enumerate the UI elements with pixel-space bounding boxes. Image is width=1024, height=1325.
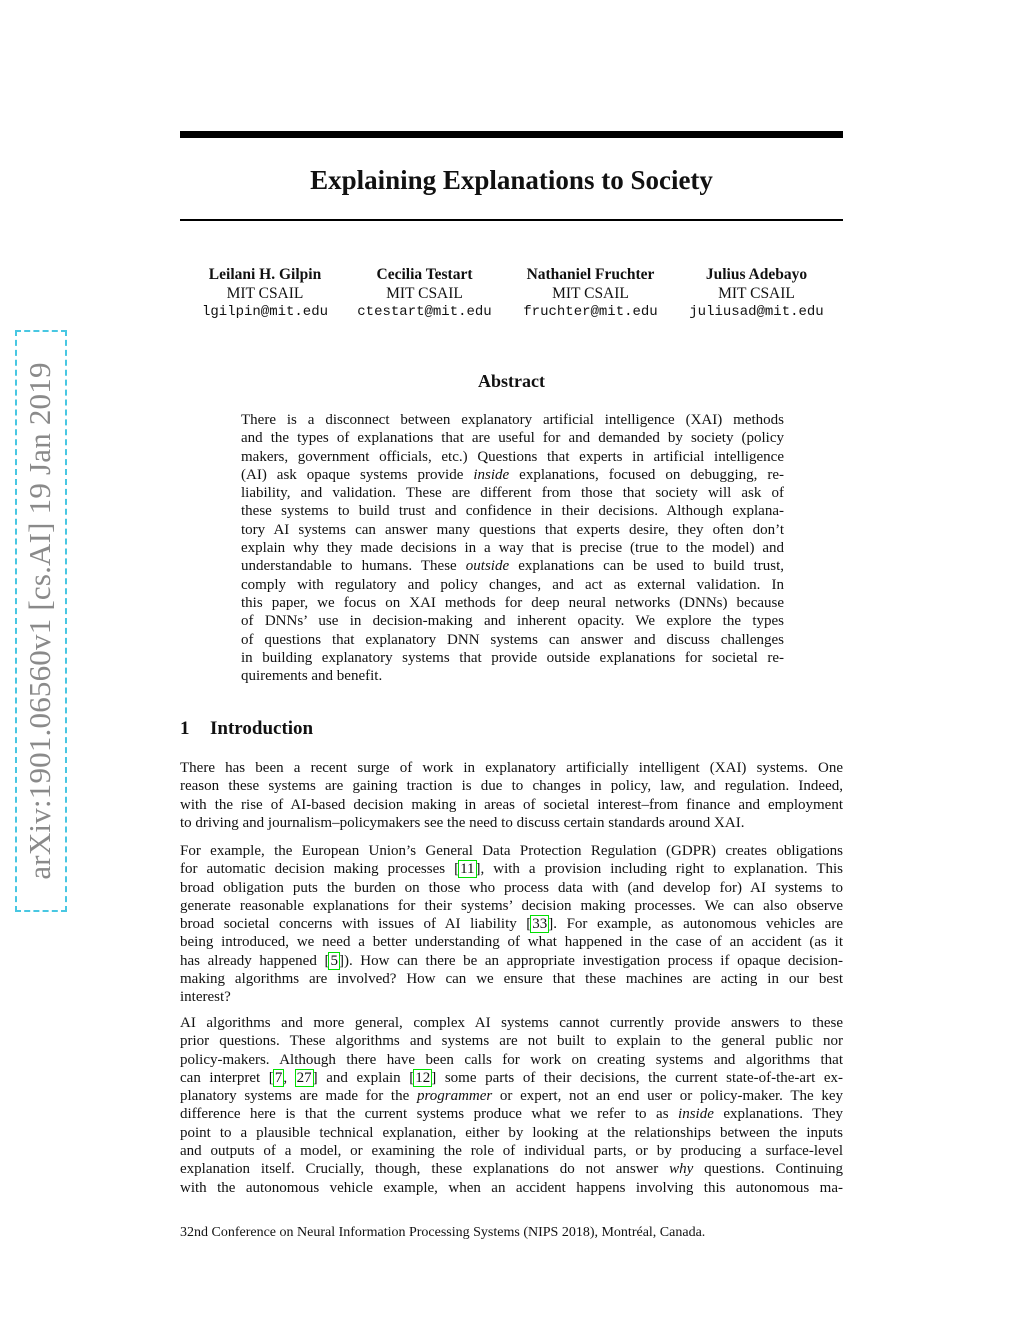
- abstract-line: of questions that explanatory DNN systems can answer and discuss challenges: [241, 631, 784, 648]
- body-line: AI algorithms and more general, complex AI systems cannot currently provide answers to these: [180, 1015, 843, 1031]
- emphasis-inside: inside: [678, 1106, 714, 1123]
- abstract-heading: Abstract: [478, 371, 545, 391]
- body-line: has already happened [5]). How can there be an appropriate investigation process if opaque decision-: [180, 952, 843, 969]
- author-block: [180, 266, 843, 326]
- title-rule-bottom: [180, 219, 843, 221]
- abstract-line: explain why they made decisions in a way that is precise (true to the model) and: [241, 540, 784, 557]
- body-line: making algorithms are involved? How can we ensure that these machines are acting in our best: [180, 971, 843, 988]
- emphasis-why: why: [669, 1161, 694, 1178]
- citation-link[interactable]: 12: [415, 1069, 431, 1086]
- body-line: prior questions. These algorithms and systems are not built to explain to the general public nor: [180, 1033, 843, 1050]
- section-number: 1: [180, 718, 190, 739]
- abstract-line: and the types of explanations that are useful for and demanded by society (policy: [241, 430, 784, 447]
- author-email: ctestart@mit.edu: [357, 304, 492, 320]
- author-email: lgilpin@mit.edu: [201, 304, 329, 320]
- author-affiliation: MIT CSAIL: [718, 284, 795, 302]
- author-email: juliusad@mit.edu: [689, 304, 824, 320]
- intro-paragraph-3: [180, 1014, 843, 1197]
- author-4: [680, 266, 833, 322]
- intro-paragraph-2: [180, 842, 843, 1007]
- section-heading-introduction: [180, 716, 313, 742]
- abstract-line: this paper, we focus on XAI methods for deep neural networks (DNNs) because: [241, 594, 784, 611]
- citation-link[interactable]: 7: [274, 1069, 283, 1086]
- abstract-line: of DNNs’ use in decision-making and inherent opacity. We explore the types: [241, 613, 784, 630]
- body-line: difference here is that the current systems produce what we refer to as inside explanations. They: [180, 1106, 844, 1123]
- abstract-line: (AI) ask opaque systems provide inside explanations, focused on debugging, re-: [241, 466, 784, 483]
- body-line: point to a plausible technical explanation, either by looking at the relationships between the inputs: [180, 1124, 843, 1141]
- citation-link[interactable]: 11: [460, 861, 475, 878]
- author-affiliation: MIT CSAIL: [386, 284, 463, 302]
- abstract-body: [241, 411, 784, 685]
- body-line: There has been a recent surge of work in explanatory artificially intelligent (XAI) systems. One: [180, 760, 843, 776]
- abstract-line: liability, and validation. These are different from those that society will ask of: [241, 485, 784, 502]
- abstract-line: There is a disconnect between explanatory artificial intelligence (XAI) methods: [241, 412, 784, 428]
- author-2: [348, 266, 501, 322]
- intro-paragraph-1: [180, 759, 843, 832]
- author-affiliation: MIT CSAIL: [226, 284, 304, 302]
- abstract-line: quirements and benefit.: [241, 668, 383, 685]
- body-line: for automatic decision making processes [11], with a provision including right to explanation. This: [180, 861, 843, 878]
- body-line: For example, the European Union’s General Data Protection Regulation (GDPR) creates obligations: [180, 843, 843, 859]
- body-line: with the autonomous vehicle example, when an accident happens involving this autonomous ma-: [180, 1179, 843, 1196]
- body-line: explanation itself. Crucially, though, these explanations do not answer why questions. Continuing: [180, 1161, 843, 1178]
- body-line: interest?: [180, 989, 231, 1006]
- section-title: Introduction: [210, 718, 314, 739]
- author-3: [514, 266, 667, 322]
- citation-link[interactable]: 27: [296, 1069, 312, 1086]
- author-affiliation: MIT CSAIL: [552, 284, 629, 302]
- author-name: Julius Adebayo: [705, 266, 808, 283]
- abstract-line: comply with regulatory and policy changes, and act as external validation. In: [241, 576, 784, 593]
- paper-title: Explaining Explanations to Society: [310, 165, 713, 195]
- body-line: and outputs of a model, or examining the role of individual parts, or by producing a surface-level: [180, 1143, 843, 1160]
- citation-link[interactable]: 5: [330, 952, 338, 969]
- emphasis-inside: inside: [473, 466, 510, 483]
- body-line: to driving and journalism–policymakers see the need to discuss certain standards around XAI.: [180, 814, 745, 831]
- author-1: [180, 266, 350, 322]
- emphasis-outside: outside: [465, 558, 510, 575]
- abstract-line: in building explanatory systems that provide outside explanations for societal re-: [241, 649, 784, 666]
- body-line: reason these systems are gaining traction is due to changes in policy, law, and regulation. Indeed,: [180, 778, 843, 795]
- abstract-line: tory AI systems can answer many questions that experts desire, they often don’t: [241, 521, 784, 538]
- body-line: generate reasonable explanations for their systems’ decision making processes. We can also observe: [180, 897, 843, 914]
- abstract-line: makers, government officials, etc.) Questions that experts in artificial intelligence: [241, 448, 784, 465]
- body-line: being introduced, we need a better understanding of what happened in the case of an accident (as it: [180, 934, 843, 951]
- abstract-line: understandable to humans. These outside explanations can be used to build trust,: [241, 558, 784, 575]
- body-line: planatory systems are made for the programmer or expert, not an end user or policy-maker. The key: [180, 1088, 843, 1105]
- abstract-line: these systems to build trust and confidence in their decisions. Although explana-: [241, 503, 784, 520]
- emphasis-programmer: programmer: [416, 1088, 493, 1105]
- citation-link[interactable]: 33: [532, 916, 548, 933]
- body-line: broad obligation puts the burden on those who process data with (and develop for) AI systems to: [180, 879, 843, 896]
- body-line: broad societal concerns with issues of AI liability [33]. For example, as autonomous vehicles are: [180, 916, 843, 933]
- arxiv-stamp: arXiv:1901.06560v1 [cs.AI] 19 Jan 2019: [22, 362, 57, 880]
- body-line: can interpret [7, 27] and explain [12] some parts of their decisions, the current state-of-the-art ex-: [180, 1069, 843, 1086]
- author-email: fruchter@mit.edu: [523, 304, 658, 320]
- author-name: Cecilia Testart: [376, 266, 473, 283]
- author-name: Leilani H. Gilpin: [208, 266, 322, 283]
- conference-footnote: 32nd Conference on Neural Information Processing Systems (NIPS 2018), Montréal, Canada.: [180, 1225, 706, 1240]
- body-line: policy-makers. Although there have been calls for work on creating systems and algorithms that: [180, 1051, 843, 1068]
- title-rule-top: [180, 131, 843, 138]
- body-line: with the rise of AI-based decision making in areas of societal interest–from finance and employment: [180, 796, 843, 813]
- author-name: Nathaniel Fruchter: [526, 266, 655, 283]
